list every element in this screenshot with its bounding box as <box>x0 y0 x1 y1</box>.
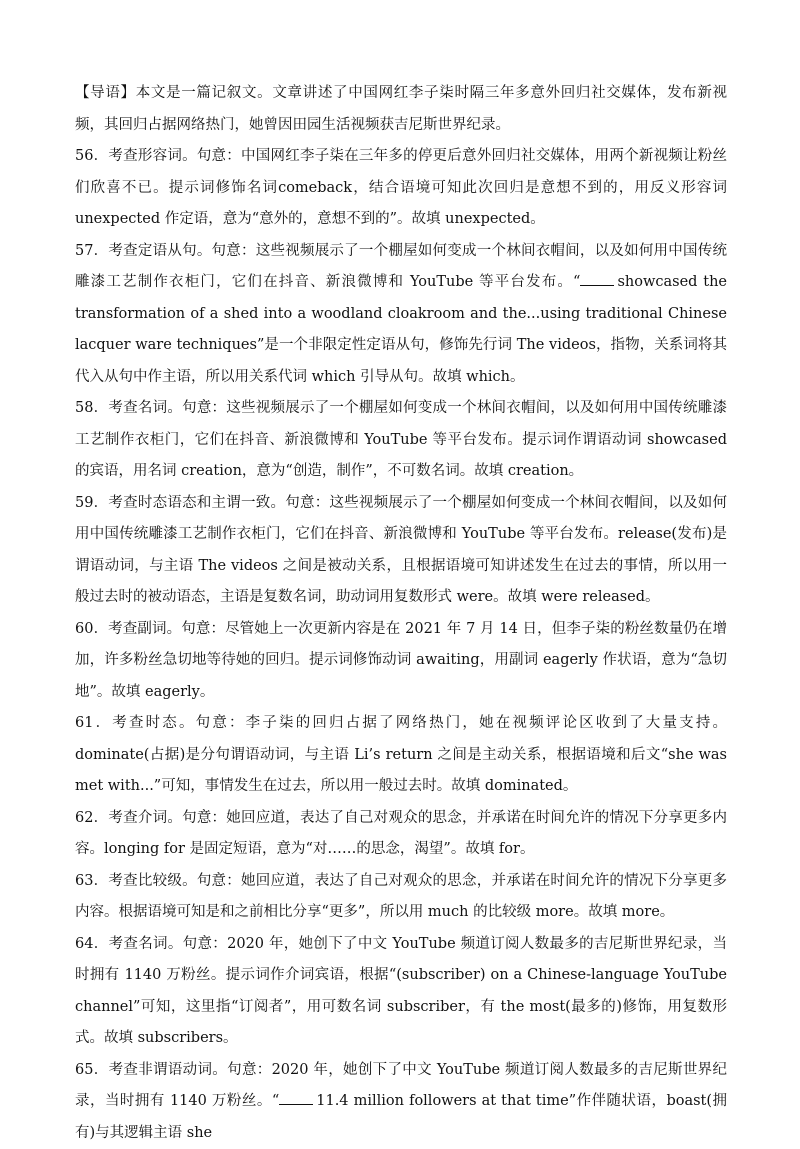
answer-58: 58．考查名词。句意：这些视频展示了一个棚屋如何变成一个林间衣帽间，以及如何用中国传统雕漆工艺制作衣柜门，它们在抖音、新浪微博和 YouTube 等平台发布。提示词作谓语动词 showcased 的宾语，用名词 creation，意为“创造，制作”，不可数名词。故填 creation。 <box>75 393 727 488</box>
answer-64: 64．考查名词。句意：2020 年，她创下了中文 YouTube 频道订阅人数最多的吉尼斯世界纪录，当时拥有 1140 万粉丝。提示词作介词宾语，根据“(subscriber) on a Chinese-language YouTube channel”可知，这里指“订阅者”，用可数名词 subscriber，有 the most(最多的)修饰，用复数形式。故填 subscribers。 <box>75 929 727 1055</box>
intro-paragraph: 【导语】本文是一篇记叙文。文章讲述了中国网红李子柒时隔三年多意外回归社交媒体，发布新视频，其回归占据网络热门，她曾因田园生活视频获吉尼斯世界纪录。 <box>75 78 727 141</box>
answer-65-body: 11.4 million followers at that time”作伴随状语，boast(拥有)与其逻辑主语 she <box>75 1093 727 1141</box>
answer-65 <box>75 1055 727 1149</box>
answer-60: 60．考查副词。句意：尽管她上一次更新内容是在 2021 年 7 月 14 日，但李子柒的粉丝数量仍在增加，许多粉丝急切地等待她的回归。提示词修饰动词 awaiting，用副词 eagerly 作状语，意为“急切地”。故填 eagerly。 <box>75 614 727 709</box>
answer-62: 62．考查介词。句意：她回应道，表达了自己对观众的思念，并承诺在时间允许的情况下分享更多内容。longing for 是固定短语，意为“对……的思念，渴望”。故填 for。 <box>75 803 727 866</box>
blank-line <box>279 1090 313 1105</box>
answer-explanation <box>75 78 727 1149</box>
answer-65-lead: 65．考查非谓语动词。句意：2020 年，她创下了中文 YouTube 频道订阅人数最多的吉尼斯世界纪录，当时拥有 1140 万粉丝。“ <box>75 1062 727 1110</box>
answer-57-lead: 57．考查定语从句。句意：这些视频展示了一个棚屋如何变成一个林间衣帽间，以及如何用中国传统雕漆工艺制作衣柜门，它们在抖音、新浪微博和 YouTube 等平台发布。“ <box>75 243 727 291</box>
answer-61: 61．考查时态。句意：李子柒的回归占据了网络热门，她在视频评论区收到了大量支持。dominate(占据)是分句谓语动词，与主语 Li’s return 之间是主动关系，根据语境和后文“she was met with...”可知，事情发生在过去，所以用一般过去时。故填 dominated。 <box>75 708 727 803</box>
answer-57-body: showcased the transformation of a shed into a woodland cloakroom and the...using traditional Chinese lacquer ware techniques”是一个非限定性定语从句，修饰先行词 The videos，指物，关系词将其代入从句中作主语，所以用关系代词 which 引导从句。故填 which。 <box>75 274 727 385</box>
answer-56: 56．考查形容词。句意：中国网红李子柒在三年多的停更后意外回归社交媒体，用两个新视频让粉丝们欣喜不已。提示词修饰名词comeback，结合语境可知此次回归是意想不到的，用反义形容词 unexpected 作定语，意为“意外的，意想不到的”。故填 unexpected。 <box>75 141 727 236</box>
answer-63: 63．考查比较级。句意：她回应道，表达了自己对观众的思念，并承诺在时间允许的情况下分享更多内容。根据语境可知是和之前相比分享“更多”，所以用 much 的比较级 more。故填 more。 <box>75 866 727 929</box>
answer-59: 59．考查时态语态和主谓一致。句意：这些视频展示了一个棚屋如何变成一个林间衣帽间，以及如何用中国传统雕漆工艺制作衣柜门，它们在抖音、新浪微博和 YouTube 等平台发布。release(发布)是谓语动词，与主语 The videos 之间是被动关系，且根据语境可知讲述发生在过去的事情，所以用一般过去时的被动语态，主语是复数名词，助动词用复数形式 were。故填 were released。 <box>75 488 727 614</box>
blank-line <box>580 271 614 286</box>
answer-57 <box>75 236 727 394</box>
